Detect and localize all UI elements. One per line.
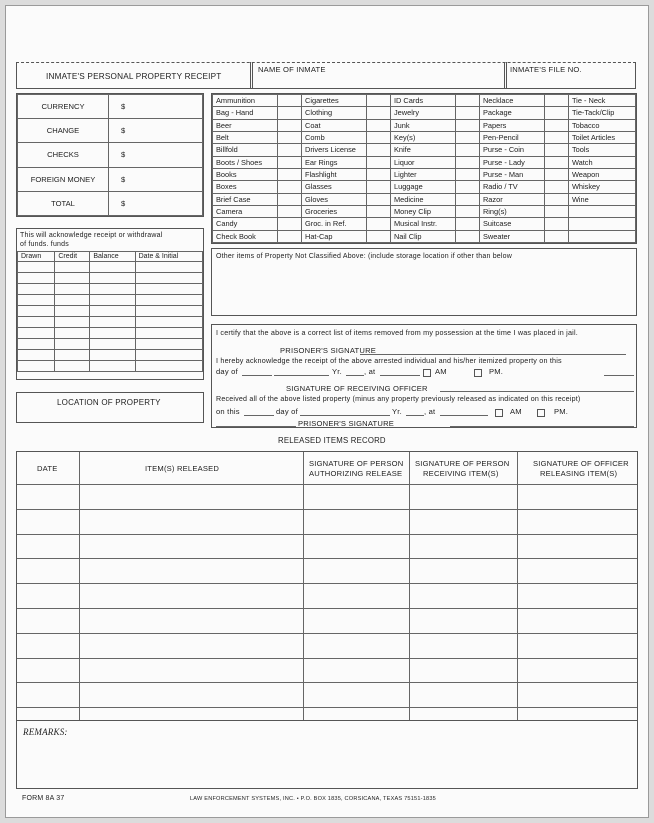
funds-cell[interactable]	[18, 328, 55, 339]
released-row[interactable]	[17, 558, 637, 559]
item-label: Pen-Pencil	[479, 131, 544, 143]
funds-cell[interactable]	[135, 328, 202, 339]
money-amount-field[interactable]: $	[109, 119, 203, 143]
items-row	[213, 144, 636, 156]
item-count-field[interactable]	[455, 131, 479, 143]
item-label: Bag - Hand	[213, 107, 278, 119]
released-table-box	[16, 451, 638, 721]
item-count-field[interactable]	[544, 156, 568, 168]
other-items-box[interactable]	[211, 248, 637, 316]
money-box	[16, 93, 204, 217]
item-count-field[interactable]	[544, 218, 568, 230]
item-label: Purse - Lady	[479, 156, 544, 168]
items-grid	[211, 93, 637, 244]
prisoner-signature-label-2: PRISONER'S SIGNATURE	[298, 419, 395, 428]
funds-row[interactable]	[18, 339, 203, 350]
money-label: CURRENCY	[18, 95, 109, 119]
item-count-field[interactable]	[277, 168, 301, 180]
item-count-field[interactable]	[277, 131, 301, 143]
item-count-field[interactable]	[455, 181, 479, 193]
funds-cell[interactable]	[55, 317, 90, 328]
funds-row[interactable]	[18, 284, 203, 295]
item-count-field[interactable]	[366, 107, 390, 119]
item-count-field[interactable]	[544, 181, 568, 193]
item-label: Key(s)	[390, 131, 455, 143]
item-label: Liquor	[390, 156, 455, 168]
col-off-header-1: SIGNATURE OF OFFICER	[533, 459, 629, 468]
location-label: LOCATION OF PROPERTY	[57, 398, 161, 407]
funds-cell[interactable]	[55, 361, 90, 372]
released-row[interactable]	[17, 608, 637, 609]
funds-line2: of funds. funds	[20, 241, 69, 248]
pm-checkbox[interactable]	[474, 369, 482, 377]
item-label: Nail Clip	[390, 230, 455, 242]
col-date-header: DATE	[37, 464, 58, 473]
items-row	[213, 230, 636, 242]
item-count-field[interactable]	[455, 107, 479, 119]
item-count-field[interactable]	[544, 230, 568, 242]
items-row	[213, 131, 636, 143]
item-label: Luggage	[390, 181, 455, 193]
item-count-field[interactable]	[544, 168, 568, 180]
item-count-field[interactable]	[277, 181, 301, 193]
item-count-field[interactable]	[366, 95, 390, 107]
time-field[interactable]	[380, 375, 420, 376]
item-label: Medicine	[390, 193, 455, 205]
item-label: Necklace	[479, 95, 544, 107]
item-count-field[interactable]	[366, 144, 390, 156]
funds-cell[interactable]	[135, 306, 202, 317]
released-row[interactable]	[17, 633, 637, 634]
item-label: Check Book	[213, 230, 278, 242]
item-label: Weapon	[568, 168, 635, 180]
items-row	[213, 218, 636, 230]
item-count-field[interactable]	[277, 107, 301, 119]
yr-label: Yr.	[332, 367, 342, 376]
item-count-field[interactable]	[455, 119, 479, 131]
item-count-field[interactable]	[544, 119, 568, 131]
funds-row[interactable]	[18, 262, 203, 273]
item-count-field[interactable]	[366, 181, 390, 193]
items-row	[213, 205, 636, 217]
item-count-field[interactable]	[455, 218, 479, 230]
items-row	[213, 156, 636, 168]
certify-line1: I certify that the above is a correct list of items removed from my possession at the time I was placed in jail.	[216, 328, 578, 337]
prisoner-signature-label: PRISONER'S SIGNATURE	[280, 346, 377, 355]
item-label: Lighter	[390, 168, 455, 180]
item-count-field[interactable]	[455, 193, 479, 205]
funds-cell[interactable]	[55, 339, 90, 350]
funds-line1: This will acknowledge receipt or withdrawal	[20, 232, 163, 239]
item-count-field[interactable]	[277, 156, 301, 168]
item-label: Suitcase	[479, 218, 544, 230]
item-count-field[interactable]	[277, 193, 301, 205]
month-field-2[interactable]	[300, 415, 390, 416]
funds-cell[interactable]	[55, 295, 90, 306]
released-row[interactable]	[17, 707, 637, 708]
money-row	[18, 119, 203, 143]
funds-table	[17, 251, 203, 372]
item-label: Ring(s)	[479, 205, 544, 217]
item-label: ID Cards	[390, 95, 455, 107]
funds-cell[interactable]	[18, 273, 55, 284]
items-row	[213, 193, 636, 205]
item-count-field[interactable]	[544, 131, 568, 143]
item-label: Musical Instr.	[390, 218, 455, 230]
items-row	[213, 168, 636, 180]
item-label: Razor	[479, 193, 544, 205]
item-label: Glasses	[301, 181, 366, 193]
funds-header: Date & Initial	[135, 252, 202, 262]
funds-row[interactable]	[18, 361, 203, 372]
item-count-field[interactable]	[455, 205, 479, 217]
item-label	[568, 230, 635, 242]
month-field[interactable]	[274, 375, 329, 376]
am-checkbox[interactable]	[423, 369, 431, 377]
item-label: Flashlight	[301, 168, 366, 180]
item-label: Sweater	[479, 230, 544, 242]
receiving-officer-label: SIGNATURE OF RECEIVING OFFICER	[286, 384, 428, 393]
funds-cell[interactable]	[135, 284, 202, 295]
certify-box	[211, 324, 637, 428]
item-label: Junk	[390, 119, 455, 131]
publisher-line: LAW ENFORCEMENT SYSTEMS, INC. • P.O. BOX 1835, CORSICANA, TEXAS 75151-1835	[190, 796, 436, 802]
pm-label-2: PM.	[554, 407, 569, 416]
funds-cell[interactable]	[90, 328, 135, 339]
am-checkbox-2[interactable]	[495, 409, 503, 417]
item-label: Purse - Man	[479, 168, 544, 180]
property-receipt-form	[5, 5, 649, 818]
funds-cell[interactable]	[90, 361, 135, 372]
am-label-2: AM	[510, 407, 522, 416]
pm-label: PM.	[489, 367, 504, 376]
on-this-label: on this	[216, 407, 240, 416]
pm-checkbox-2[interactable]	[537, 409, 545, 417]
funds-cell[interactable]	[90, 273, 135, 284]
item-count-field[interactable]	[277, 95, 301, 107]
item-label	[568, 205, 635, 217]
released-row[interactable]	[17, 658, 637, 659]
funds-row[interactable]	[18, 295, 203, 306]
money-row	[18, 191, 203, 215]
funds-row[interactable]	[18, 317, 203, 328]
funds-cell[interactable]	[18, 361, 55, 372]
day-of-label-2: day of	[276, 407, 298, 416]
item-count-field[interactable]	[455, 156, 479, 168]
item-count-field[interactable]	[366, 205, 390, 217]
money-amount-field[interactable]: $	[109, 143, 203, 167]
money-label: FOREIGN MONEY	[18, 167, 109, 191]
item-label: Radio / TV	[479, 181, 544, 193]
released-row[interactable]	[17, 583, 637, 584]
item-label: Camera	[213, 205, 278, 217]
item-count-field[interactable]	[366, 168, 390, 180]
funds-cell[interactable]	[135, 262, 202, 273]
at-label-2: , at	[424, 407, 436, 416]
item-label: Watch	[568, 156, 635, 168]
money-label: CHANGE	[18, 119, 109, 143]
item-count-field[interactable]	[277, 230, 301, 242]
item-count-field[interactable]	[455, 144, 479, 156]
col-auth-header-1: SIGNATURE OF PERSON	[309, 459, 404, 468]
item-label: Belt	[213, 131, 278, 143]
location-box	[16, 392, 204, 423]
funds-cell[interactable]	[18, 317, 55, 328]
item-count-field[interactable]	[277, 218, 301, 230]
receiving-officer-line[interactable]	[440, 391, 634, 392]
funds-cell[interactable]	[55, 284, 90, 295]
item-label: Cigarettes	[301, 95, 366, 107]
money-label: TOTAL	[18, 191, 109, 215]
item-label: Ear Rings	[301, 156, 366, 168]
item-label: Tie-Tack/Clip	[568, 107, 635, 119]
released-row[interactable]	[17, 484, 637, 485]
prisoner-signature-line-2[interactable]	[216, 426, 296, 427]
funds-cell[interactable]	[90, 284, 135, 295]
funds-cell[interactable]	[90, 339, 135, 350]
item-label: Drivers License	[301, 144, 366, 156]
item-count-field[interactable]	[544, 95, 568, 107]
time-field-2[interactable]	[440, 415, 488, 416]
item-label: Package	[479, 107, 544, 119]
item-count-field[interactable]	[277, 144, 301, 156]
money-amount-field[interactable]: $	[109, 167, 203, 191]
item-count-field[interactable]	[544, 144, 568, 156]
col-recv-header-1: SIGNATURE OF PERSON	[415, 459, 510, 468]
item-label: Billfold	[213, 144, 278, 156]
yr-field-2[interactable]	[406, 415, 424, 416]
item-count-field[interactable]	[455, 230, 479, 242]
funds-row[interactable]	[18, 328, 203, 339]
item-label	[568, 218, 635, 230]
prisoner-signature-line[interactable]	[360, 354, 626, 355]
item-count-field[interactable]	[277, 205, 301, 217]
inmate-name-label: NAME OF INMATE	[258, 65, 326, 74]
funds-cell[interactable]	[90, 262, 135, 273]
funds-row[interactable]	[18, 273, 203, 284]
item-label: Groc. in Ref.	[301, 218, 366, 230]
funds-cell[interactable]	[55, 350, 90, 361]
funds-cell[interactable]	[18, 306, 55, 317]
funds-cell[interactable]	[135, 295, 202, 306]
yr-field[interactable]	[346, 375, 364, 376]
released-row[interactable]	[17, 534, 637, 535]
item-label: Whiskey	[568, 181, 635, 193]
money-amount-field[interactable]: $	[109, 191, 203, 215]
item-label: Books	[213, 168, 278, 180]
other-items-label: Other items of Property Not Classified Above: (include storage location if other than below	[216, 253, 513, 260]
item-label: Boxes	[213, 181, 278, 193]
item-count-field[interactable]	[366, 131, 390, 143]
funds-cell[interactable]	[135, 317, 202, 328]
remarks-box[interactable]	[16, 721, 638, 789]
money-amount-field[interactable]: $	[109, 95, 203, 119]
day-of-label: day of	[216, 367, 238, 376]
at-label: , at	[364, 367, 376, 376]
item-label: Wine	[568, 193, 635, 205]
yr-label-2: Yr.	[392, 407, 402, 416]
item-label: Candy	[213, 218, 278, 230]
item-label: Brief Case	[213, 193, 278, 205]
item-label: Tobacco	[568, 119, 635, 131]
funds-row[interactable]	[18, 306, 203, 317]
funds-header: Balance	[90, 252, 135, 262]
col-off-header-2: RELEASING ITEM(S)	[540, 469, 618, 478]
item-count-field[interactable]	[455, 168, 479, 180]
file-no-label: INMATE'S FILE NO.	[510, 65, 582, 74]
item-label: Money Clip	[390, 205, 455, 217]
released-title: RELEASED ITEMS RECORD	[278, 436, 386, 445]
item-label: Beer	[213, 119, 278, 131]
items-row	[213, 119, 636, 131]
funds-cell[interactable]	[55, 306, 90, 317]
item-label: Knife	[390, 144, 455, 156]
item-count-field[interactable]	[455, 95, 479, 107]
form-number: FORM 8A 37	[22, 795, 65, 802]
item-label: Clothing	[301, 107, 366, 119]
item-label: Tie - Neck	[568, 95, 635, 107]
funds-cell[interactable]	[135, 339, 202, 350]
item-count-field[interactable]	[366, 218, 390, 230]
received-line: Received all of the above listed property (minus any property previously released as indicated on this receipt)	[216, 395, 581, 403]
item-label: Comb	[301, 131, 366, 143]
money-row	[18, 95, 203, 119]
col-items-header: ITEM(S) RELEASED	[145, 464, 220, 473]
item-label: Toilet Articles	[568, 131, 635, 143]
funds-cell[interactable]	[90, 350, 135, 361]
items-table	[212, 94, 636, 243]
funds-cell[interactable]	[90, 317, 135, 328]
item-label: Papers	[479, 119, 544, 131]
items-row	[213, 95, 636, 107]
money-row	[18, 167, 203, 191]
funds-cell[interactable]	[135, 361, 202, 372]
funds-cell[interactable]	[18, 339, 55, 350]
funds-header: Drawn	[18, 252, 55, 262]
item-count-field[interactable]	[366, 119, 390, 131]
day-field-2[interactable]	[244, 415, 274, 416]
item-label: Boots / Shoes	[213, 156, 278, 168]
item-count-field[interactable]	[544, 193, 568, 205]
funds-box	[16, 228, 204, 380]
col-auth-header-2: AUTHORIZING RELEASE	[309, 469, 403, 478]
funds-header: Credit	[55, 252, 90, 262]
funds-cell[interactable]	[135, 350, 202, 361]
funds-cell[interactable]	[55, 273, 90, 284]
funds-cell[interactable]	[18, 284, 55, 295]
funds-cell[interactable]	[90, 295, 135, 306]
acknowledge-line: I hereby acknowledge the receipt of the above arrested individual and his/her itemized property on this	[216, 356, 562, 365]
remarks-label: REMARKS:	[23, 727, 68, 737]
funds-cell[interactable]	[135, 273, 202, 284]
funds-row[interactable]	[18, 350, 203, 361]
item-label: Hat-Cap	[301, 230, 366, 242]
item-count-field[interactable]	[544, 205, 568, 217]
funds-cell[interactable]	[55, 262, 90, 273]
am-label: AM	[435, 367, 447, 376]
money-row	[18, 143, 203, 167]
items-row	[213, 181, 636, 193]
money-label: CHECKS	[18, 143, 109, 167]
released-row[interactable]	[17, 509, 637, 510]
item-label: Gloves	[301, 193, 366, 205]
item-count-field[interactable]	[277, 119, 301, 131]
funds-header-row	[18, 252, 203, 262]
col-recv-header-2: RECEIVING ITEM(S)	[423, 469, 499, 478]
funds-cell[interactable]	[18, 262, 55, 273]
item-label: Coat	[301, 119, 366, 131]
items-row	[213, 107, 636, 119]
day-field[interactable]	[242, 375, 272, 376]
item-label: Purse - Coin	[479, 144, 544, 156]
item-label: Ammunition	[213, 95, 278, 107]
receipt-title: INMATE'S PERSONAL PROPERTY RECEIPT	[46, 72, 222, 81]
item-count-field[interactable]	[544, 107, 568, 119]
item-label: Jewelry	[390, 107, 455, 119]
item-count-field[interactable]	[366, 156, 390, 168]
item-count-field[interactable]	[366, 193, 390, 205]
funds-cell[interactable]	[55, 328, 90, 339]
item-label: Tools	[568, 144, 635, 156]
funds-cell[interactable]	[18, 295, 55, 306]
funds-cell[interactable]	[18, 350, 55, 361]
funds-cell[interactable]	[90, 306, 135, 317]
item-label: Groceries	[301, 205, 366, 217]
money-table	[17, 94, 203, 216]
item-count-field[interactable]	[366, 230, 390, 242]
released-row[interactable]	[17, 682, 637, 683]
